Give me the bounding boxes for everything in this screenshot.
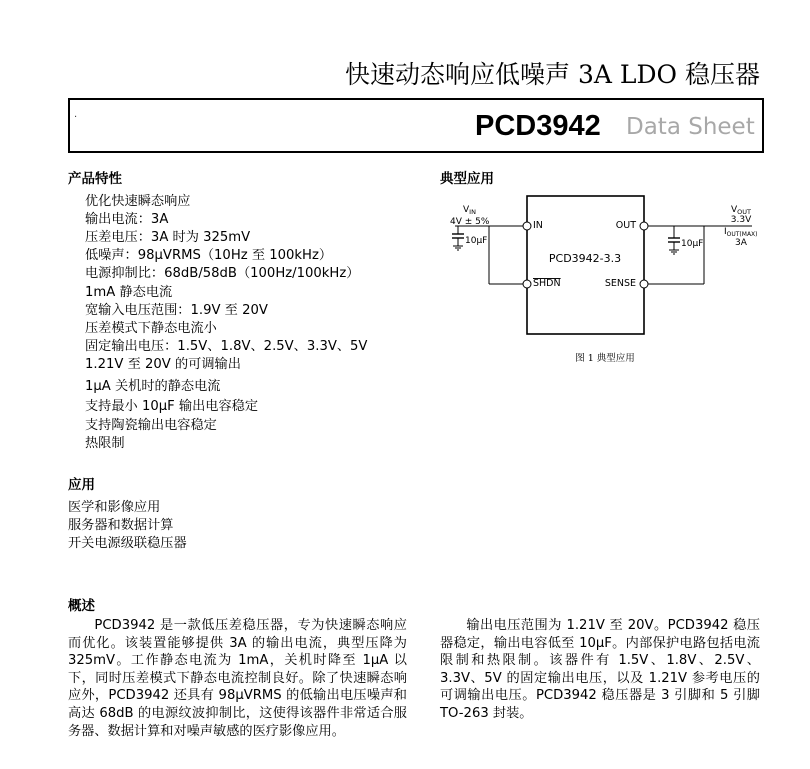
vin-subscript: IN xyxy=(469,208,476,216)
iout-subscript: OUT(MAX) xyxy=(726,231,758,238)
overview-heading: 概述 xyxy=(68,598,95,614)
regulator-chip xyxy=(527,196,644,334)
overview-paragraph-right: 输出电压范围为 1.21V 至 20V。PCD3942 稳压器稳定，输出电容低至 10μF。内部保护电路包括电流限制和热限制。该器件有 1.5V、1.8V、2.5V、3.3V、5V 的固定输出电压，以及 1.21V 参考电压的可调输出电压。PCD3942 稳压器是 3 引脚和 5 引脚 TO-263 封装。 xyxy=(440,618,760,721)
application-item: 开关电源级联稳压器 xyxy=(68,536,187,551)
feature-item: 低噪声：98μVRMS（10Hz 至 100kHz） xyxy=(85,248,333,263)
iout-value: 3A xyxy=(735,238,747,248)
overview-paragraph-left: PCD3942 是一款低压差稳压器，专为快速瞬态响应而优化。该装置能够提供 3A 的输出电流，典型压降为 325mV。工作静态电流为 1mA，关机时降至 1μA 以下，同时压差模式下静态电流控制良好。除了快速瞬态响应外，PCD3942 还具有 98μVRMS 的低输出电压噪声和高达 68dB 的电源纹波抑制比，这使得该器件非常适合服务器、数据计算和对噪声敏感的医疗影像应用。 xyxy=(68,618,407,739)
feature-item: 支持最小 10μF 输出电容稳定 xyxy=(85,399,259,414)
pin-shdn-label: SHDN xyxy=(533,278,561,289)
applications-heading: 应用 xyxy=(68,477,95,493)
application-item: 医学和影像应用 xyxy=(68,500,161,515)
vout-label: V xyxy=(731,205,738,215)
doc-type-label: Data Sheet xyxy=(626,114,755,140)
iout-label: I xyxy=(724,227,727,237)
features-heading: 产品特性 xyxy=(68,171,122,187)
feature-item: 支持陶瓷输出电容稳定 xyxy=(85,418,217,433)
vin-label: V xyxy=(463,205,470,215)
vout-value: 3.3V xyxy=(730,215,752,225)
pin-out-node xyxy=(640,222,648,230)
vout-subscript: OUT xyxy=(737,208,752,216)
feature-item: 宽输入电压范围：1.9V 至 20V xyxy=(85,303,268,318)
feature-item: 1.21V 至 20V 的可调输出 xyxy=(85,357,241,372)
feature-item: 压差电压：3A 时为 325mV xyxy=(85,230,251,245)
pin-sense-node xyxy=(640,280,648,288)
vin-value: 4V ± 5% xyxy=(450,217,490,227)
pin-sense-label: SENSE xyxy=(604,278,636,289)
feature-item: 热限制 xyxy=(85,436,125,451)
typical-app-heading: 典型应用 xyxy=(440,171,494,187)
pin-out-label: OUT xyxy=(615,220,636,231)
svg-text:VIN xyxy=(463,205,476,216)
svg-text:IOUT(MAX) xyxy=(724,227,758,238)
feature-item: 优化快速瞬态响应 xyxy=(85,194,191,209)
feature-item: 输出电流：3A xyxy=(85,212,169,227)
input-cap-value: 10μF xyxy=(465,236,488,246)
application-item: 服务器和数据计算 xyxy=(68,518,174,533)
typical-application-diagram xyxy=(440,190,770,345)
header-marker: · xyxy=(74,112,78,123)
feature-item: 压差模式下静态电流小 xyxy=(85,321,217,336)
feature-item: 1mA 静态电流 xyxy=(85,285,173,300)
feature-item: 固定输出电压：1.5V、1.8V、2.5V、3.3V、5V xyxy=(85,339,368,354)
pin-shdn-node xyxy=(523,280,531,288)
document-title: 快速动态响应低噪声 3A LDO 稳压器 xyxy=(345,60,760,89)
feature-item: 1μA 关机时的静态电流 xyxy=(85,379,221,394)
part-number: PCD3942 xyxy=(475,110,601,142)
figure-caption: 图 1 典型应用 xyxy=(575,353,635,364)
pin-in-label: IN xyxy=(533,220,543,231)
feature-item: 电源抑制比：68dB/58dB（100Hz/100kHz） xyxy=(85,266,360,281)
chip-part-label: PCD3942-3.3 xyxy=(548,252,622,265)
pin-in-node xyxy=(523,222,531,230)
output-cap-value: 10μF xyxy=(681,239,704,249)
